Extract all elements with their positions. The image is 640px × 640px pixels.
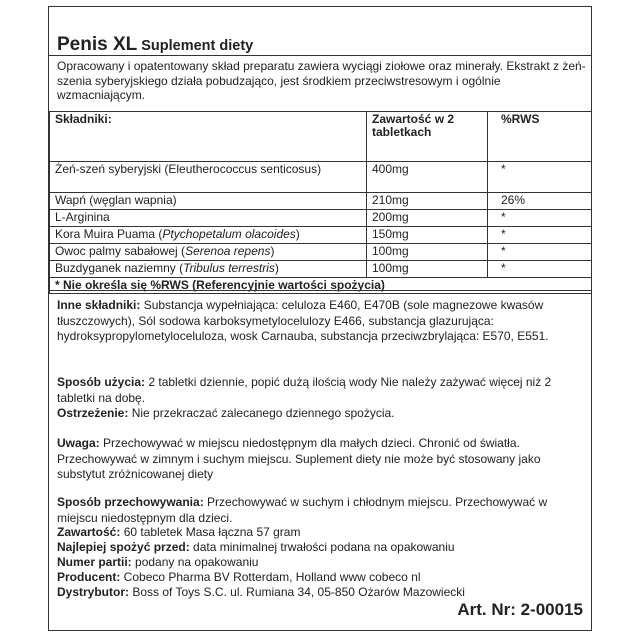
ingredient-amount: 100mg (367, 261, 488, 278)
warning: Ostrzeżenie: Nie przekraczać zalecanego dziennego spożycia. (57, 406, 395, 420)
distributor: Dystrybutor: Boss of Toys S.C. ul. Rumiana 34, 05-850 Ożarów Mazowiecki (57, 585, 465, 599)
product-title (57, 21, 253, 58)
caution: Uwaga: Przechowywać w miejscu niedostępnym dla małych dzieci. Chronić od światła. Przechowywać w zimnym i suchym miejscu. Suplement diety nie może być stosowany jako substytut zróżnicowanej diety (57, 436, 541, 481)
section-label: Dystrybutor: (57, 585, 130, 599)
ingredient-name: L-Arginina (50, 210, 367, 227)
section-label: Zawartość: (57, 525, 121, 539)
section-label: Inne składniki: (57, 298, 141, 312)
ingredient-rws: * (488, 261, 592, 278)
ingredient-rws: * (488, 227, 592, 244)
table-row (50, 244, 592, 261)
section-label: Sposób przechowywania: (57, 495, 204, 509)
ingredient-rws: * (488, 244, 592, 261)
rws-footnote: * Nie określa się %RWS (Referencyjnie wartości spożycia) (50, 278, 592, 294)
ingredient-amount: 200mg (367, 210, 488, 227)
intro-text: Opracowany i opatentowany skład preparatu zawiera wyciągi ziołowe oraz minerały. Ekstrakt z żeń-szenia syberyjskiego działa pobudzająco, jest środkiem przeciwstresowym i ogólnie wzmacniającym. (57, 59, 586, 102)
producer: Producent: Cobeco Pharma BV Rotterdam, Holland www cobeco nl (57, 570, 421, 584)
product-name: Penis XL (57, 34, 138, 55)
table-bottom-divider (49, 290, 591, 291)
contents: Zawartość: 60 tabletek Masa łączna 57 gram (57, 525, 301, 539)
ingredient-rws: * (488, 210, 592, 227)
table-row (50, 227, 592, 244)
title-divider (49, 55, 591, 56)
product-category: Suplement diety (141, 38, 254, 54)
table-row (50, 210, 592, 227)
ingredient-amount: 150mg (367, 227, 488, 244)
section-label: Producent: (57, 570, 121, 584)
table-header-row (50, 112, 592, 162)
ingredient-rws: * (488, 162, 592, 193)
article-number: Art. Nr: 2-00015 (457, 600, 583, 619)
ingredient-rws: 26% (488, 193, 592, 210)
latin-name: Ptychopetalum olacoides (162, 227, 296, 241)
header-rws: %RWS (488, 112, 592, 162)
best-before: Najlepiej spożyć przed: data minimalnej trwałości podana na opakowaniu (57, 540, 455, 554)
table-row (50, 193, 592, 210)
other-ingredients: Inne składniki: Substancja wypełniająca: celuloza E460, E470B (sole magnezowe kwasów tłuszczowych), Sól sodowa karboksymetylocelulozy E466, substancja glazurująca: hydroksypropylometyloceluloza, wosk Carnauba, substancja przeciwzbrylająca: E570, E551. (57, 298, 549, 343)
table-row (50, 162, 592, 193)
batch-number: Numer partii: podany na opakowaniu (57, 555, 259, 569)
ingredient-amount: 400mg (367, 162, 488, 193)
ingredient-name: Kora Muira Puama (Ptychopetalum olacoides) (50, 227, 367, 244)
usage-instructions: Sposób użycia: 2 tabletki dziennie, popić dużą ilością wody Nie należy zażywać więcej niż 2 tabletki na dobę. (57, 375, 552, 405)
header-ingredients: Składniki: (50, 112, 367, 162)
ingredient-name: Żeń-szeń syberyjski (Eleutherococcus senticosus) (50, 162, 367, 193)
table-row (50, 261, 592, 278)
product-label (48, 6, 592, 631)
section-label: Sposób użycia: (57, 375, 146, 389)
latin-name: Serenoa repens (185, 244, 271, 258)
section-label: Ostrzeżenie: (57, 406, 129, 420)
section-label: Numer partii: (57, 555, 132, 569)
header-amount: Zawartość w 2 tabletkach (367, 112, 488, 162)
latin-name: Tribulus terrestris (183, 261, 275, 275)
ingredient-name: Buzdyganek naziemny (Tribulus terrestris) (50, 261, 367, 278)
section-label: Najlepiej spożyć przed: (57, 540, 190, 554)
ingredient-name: Owoc palmy sabałowej (Serenoa repens) (50, 244, 367, 261)
section-label: Uwaga: (57, 436, 100, 450)
ingredient-amount: 100mg (367, 244, 488, 261)
ingredient-amount: 210mg (367, 193, 488, 210)
table-footnote-row (50, 278, 592, 294)
ingredient-name: Wapń (węglan wapnia) (50, 193, 367, 210)
ingredients-table (49, 111, 592, 294)
storage: Sposób przechowywania: Przechowywać w suchym i chłodnym miejscu. Przechowywać w miejscu niedostępnym dla dzieci. (57, 495, 548, 525)
